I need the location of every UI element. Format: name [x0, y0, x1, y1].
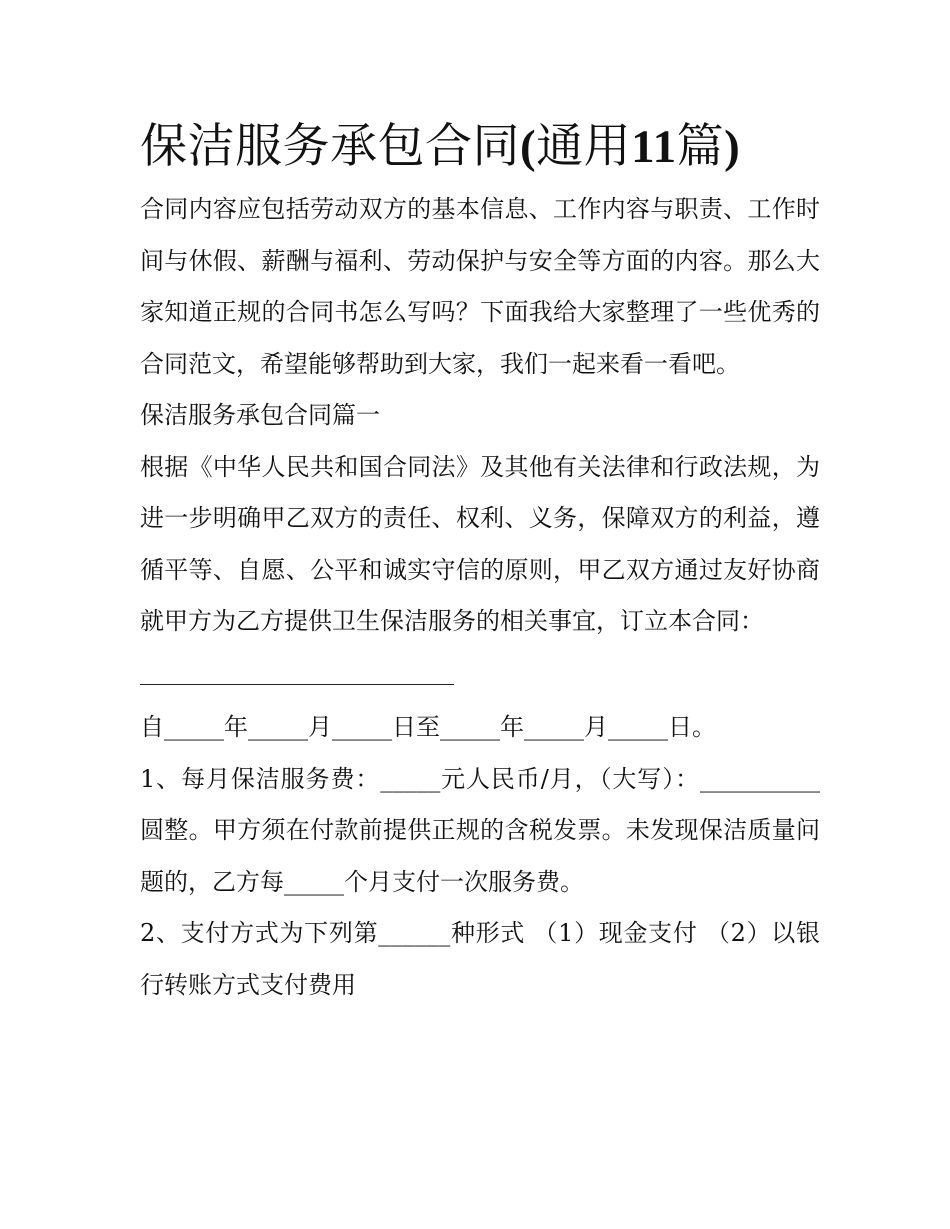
title-open-paren: (: [520, 121, 537, 173]
document-page: [140, 112, 820, 1011]
title-main: 保洁服务承包合同: [140, 119, 520, 174]
clause-1: 1、每月保洁服务费：_____元人民币/月，（大写）：__________圆整。甲方须在付款前提供正规的含税发票。未发现保洁质量问题的，乙方每_____个月支付一次服务费。: [140, 764, 820, 896]
title-end: 篇: [676, 119, 725, 174]
title-number: 11: [631, 121, 677, 173]
section-heading: 保洁服务承包合同篇一: [140, 401, 380, 429]
preamble-paragraph: 根据《中华人民共和国合同法》及其他有关法律和行政法规，为进一步明确甲乙双方的责任、权利、义务，保障双方的利益，遵循平等、自愿、公平和诚实守信的原则，甲乙双方通过友好协商就甲方为乙方提供卫生保洁服务的相关事宜，订立本合同：: [140, 452, 820, 635]
blank-underline: [140, 684, 454, 686]
term-line: 自_____年_____月_____日至_____年_____月_____日。: [140, 713, 716, 741]
intro-paragraph: 合同内容应包括劳动双方的基本信息、工作内容与职责、工作时间与休假、薪酬与福利、劳动保护与安全等方面的内容。那么大家知道正规的合同书怎么写吗？下面我给大家整理了一些优秀的合同范文，希望能够帮助到大家，我们一起来看一看吧。: [140, 195, 820, 378]
title-mid: 通用: [536, 119, 632, 174]
clause-2: 2、支付方式为下列第______种形式 （1）现金支付 （2）以银行转账方式支付费用: [140, 919, 820, 999]
title-close-paren: ): [724, 121, 741, 173]
document-title: [140, 112, 820, 182]
